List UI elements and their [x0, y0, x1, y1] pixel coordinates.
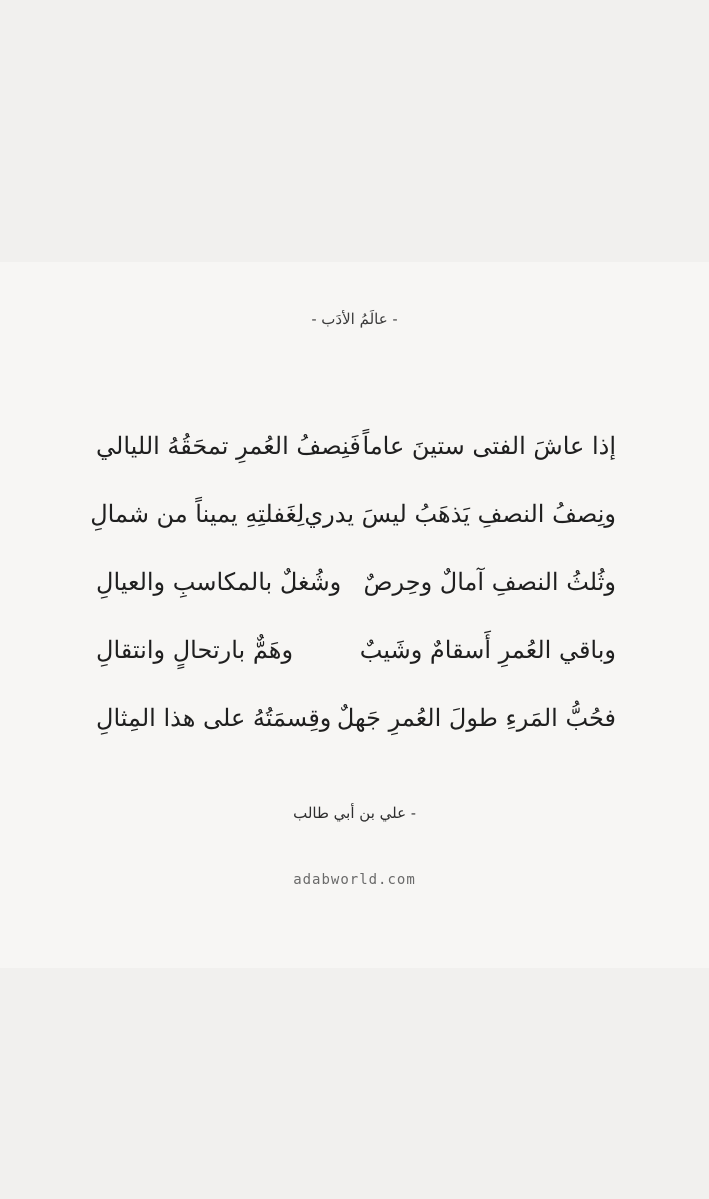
- website-link[interactable]: adabworld.com: [293, 872, 416, 888]
- brand-header: - عالَمُ الأدَب -: [311, 310, 398, 328]
- poet-attribution: - علي بن أبي طالب: [293, 804, 416, 822]
- first-hemistich: ونِصفُ النصفِ يَذهَبُ ليسَ يدري: [304, 500, 616, 528]
- poem: [90, 412, 616, 752]
- second-hemistich: فَنِصفُ العُمرِ تمحَقُهُ الليالي: [96, 432, 361, 460]
- verse-line: [96, 548, 616, 616]
- first-hemistich: فحُبُّ المَرءِ طولَ العُمرِ جَهلٌ: [336, 704, 616, 732]
- second-hemistich: لِغَفلتِهِ يميناً من شمالِ: [90, 500, 305, 528]
- first-hemistich: وثُلثُ النصفِ آمالٌ وحِرصٌ: [363, 568, 616, 596]
- verse-line: [90, 480, 616, 548]
- verse-line: [96, 684, 616, 752]
- verse-line: [96, 616, 616, 684]
- first-hemistich: إذا عاشَ الفتى ستينَ عاماً: [362, 432, 616, 460]
- top-blank-area: [0, 0, 709, 262]
- second-hemistich: وشُغلٌ بالمكاسبِ والعيالِ: [96, 568, 342, 596]
- first-hemistich: وباقي العُمرِ أَسقامٌ وشَيبٌ: [359, 636, 616, 664]
- bottom-blank-area: [0, 968, 709, 1199]
- second-hemistich: وهَمٌّ بارتحالٍ وانتقالِ: [96, 636, 294, 664]
- second-hemistich: وقِسمَتُهُ على هذا المِثالِ: [96, 704, 332, 732]
- verse-line: [96, 412, 616, 480]
